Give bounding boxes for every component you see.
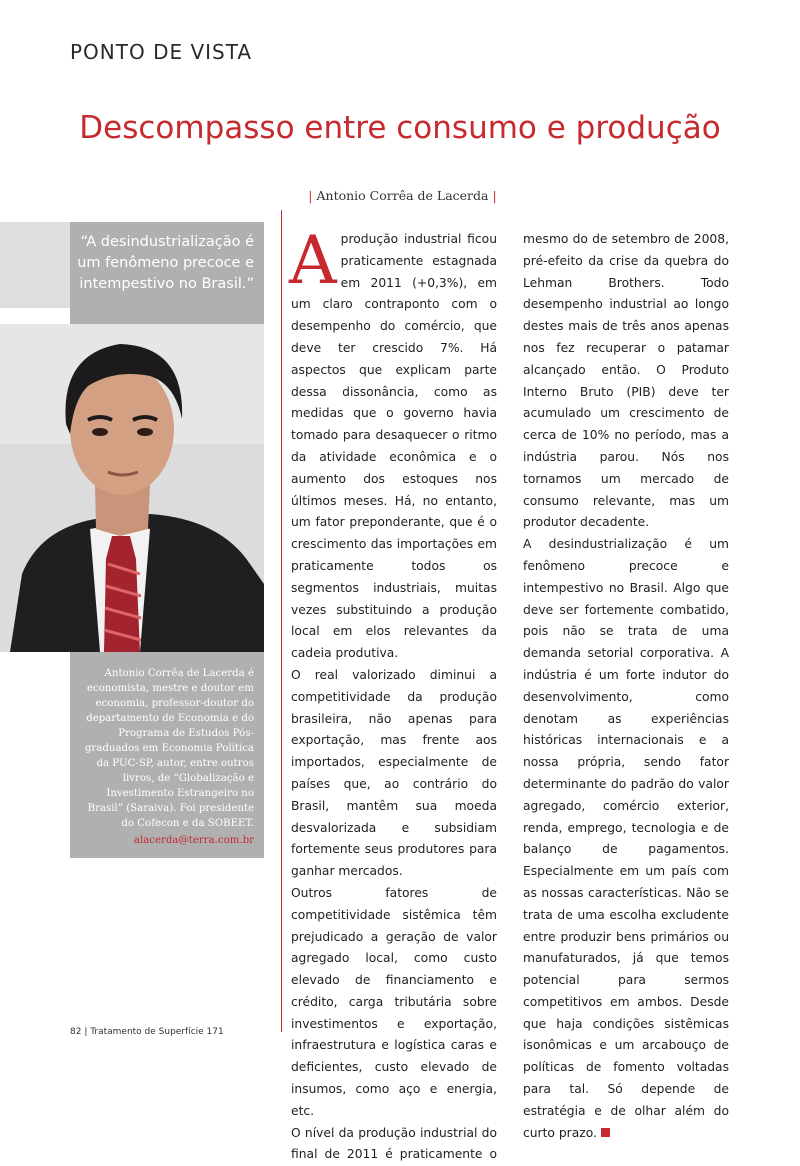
end-mark-icon [601, 1128, 610, 1137]
drop-cap: A [289, 222, 337, 299]
page-footer: 82 | Tratamento de Superfície 171 [70, 1027, 224, 1037]
article-column-1 [289, 222, 497, 1166]
pull-quote: “A desindustrialização é um fenômeno precoce e intempestivo no Brasil.” [70, 222, 264, 324]
paragraph-6: A desindustrialização é um fenômeno precoce e intempestivo no Brasil. Algo que deve ser fortemente combatido, pois não se trata de uma demanda setorial corporativa. A indústria é um forte indutor do desenvolvimento, como denotam as experiências históricas internacionais e a nossa própria, sendo fator determinante do padrão do valor agregado, comércio exterior, renda, emprego, tecnologia e de balanço de pagamentos. Especialmente em um país com as nossas características. Não se trata de uma escolha excludente entre produzir bens primários ou manufaturados, já que temos potencial para sermos competitivos em ambos. Desde que haja condições sistêmicas isonômicas e um arcabouço de políticas de fomento voltadas para tal. Só depende de estratégia e de olhar além do curto prazo. [523, 537, 729, 1140]
author-bio [70, 652, 264, 858]
section-heading: PONTO DE VISTA [70, 40, 253, 64]
column-divider [281, 210, 282, 1032]
article-title: Descompasso entre consumo e produção [79, 110, 721, 146]
paragraph-2: O real valorizado diminui a competitividade da produção brasileira, não apenas para exportação, mas frente aos importados, especialmente de países que, ao contrário do Brasil, mantêm sua moeda desvalorizada e subsidiam fortemente seus produtores para ganhar mercados. [291, 667, 497, 879]
byline [275, 188, 530, 203]
article-column-2 [523, 229, 729, 1144]
byline-bar-left: | [308, 188, 313, 203]
paragraph-5: mesmo do de setembro de 2008, pré-efeito da crise da quebra do Lehman Brothers. Todo desempenho industrial ao longo destes mais de três anos apenas nos fez recuperar o patamar alcançado então. O Produto Interno Bruto (PIB) deve ter acumulado um crescimento de cerca de 10% no período, mas a indústria parou. Nós nos tornamos um mercado de consumo relevante, mas um produtor decadente. [523, 232, 729, 530]
author-email-link[interactable]: alacerda@terra.com.br [133, 835, 254, 846]
author-photo [0, 324, 264, 652]
byline-bar-right: | [492, 188, 497, 203]
paragraph-1: A produção industrial ficou praticamente estagnada em 2011 (+0,3%), em um claro contraponto com o desempenho do comércio, que deve ter crescido 7%. Há aspectos que explicam parte dessa dissonância, como as medidas que o governo havia tomado para desaquecer o ritmo da atividade econômica e o aumento dos estoques nos últimos meses. Há, no entanto, um fator preponderante, que é o crescimento das importações em praticamente todos os segmentos industriais, muitas vezes substituindo a produção local em elos relevantes da cadeia produtiva. [289, 222, 497, 661]
paragraph-4: O nível da produção industrial do final de 2011 é praticamente o [291, 1125, 497, 1162]
paragraph-3: Outros fatores de competitividade sistêmica têm prejudicado a geração de valor agregado local, como custo elevado de financiamento e crédito, carga tributária sobre investimentos e exportação, infraestrutura e logística caras e deficientes, custo elevado de insumos, como aço e energia, etc. [291, 885, 497, 1118]
bio-text: Antonio Corrêa de Lacerda é economista, mestre e doutor em economia, professor-doutor do departamento de Economia e do Programa de Estudos Pós-graduados em Economia Política da PUC-SP, autor, entre outros livros, de “Globalização e Investimento Estrangeiro no Brasil” (Saraiva). Foi presidente do Cofecon e da SOBEET. [84, 668, 254, 829]
author-name: Antonio Corrêa de Lacerda [316, 188, 489, 203]
author-portrait-illustration [0, 324, 264, 652]
decorative-stripe [0, 222, 70, 308]
